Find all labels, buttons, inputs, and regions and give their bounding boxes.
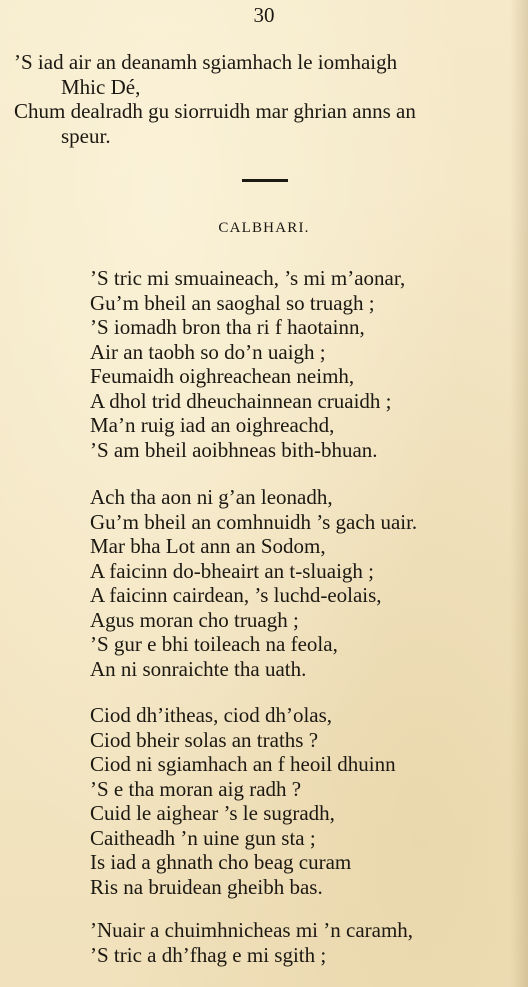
stanza-line: A faicinn do-bheairt an t-sluaigh ; xyxy=(90,558,375,583)
stanza-line: Caitheadh ’n uine gun sta ; xyxy=(90,825,316,850)
stanza-line: ’S am bheil aoibhneas bith-bhuan. xyxy=(90,437,378,462)
closing-verse xyxy=(14,50,416,148)
stanza-line: Cuid le aighear ’s le sugradh, xyxy=(90,801,335,825)
stanza-line: Feumaidh oighreachean neimh, xyxy=(90,364,355,388)
stanza-line: ’S e tha moran aig radh ? xyxy=(90,776,302,801)
stanza-line: Ciod bheir solas an traths ? xyxy=(90,727,319,752)
stanza-line: Agus moran cho truagh ; xyxy=(90,607,299,632)
verse-line: ’S iad air an deanamh sgiamhach le iomhaigh xyxy=(14,50,398,74)
stanza-line: Air an taobh so do’n uaigh ; xyxy=(90,339,326,364)
stanza-line: A faicinn cairdean, ’s luchd-eolais, xyxy=(90,583,382,607)
stanza-line: Is iad a ghnath cho beag curam xyxy=(90,850,352,874)
page-edge-shadow xyxy=(510,0,528,987)
page-number: 30 xyxy=(253,3,275,27)
stanza-line: Gu’m bheil an saoghal so truagh ; xyxy=(90,290,375,315)
stanza-line: ’Nuair a chuimhnicheas mi ’n caramh, xyxy=(90,918,414,942)
stanza-line: Ris na bruidean gheibh bas. xyxy=(90,874,323,899)
stanza-line: ’S iomadh bron tha ri f haotainn, xyxy=(90,315,365,339)
stanza-line: ’S tric mi smuaineach, ’s mi m’aonar, xyxy=(90,266,406,290)
stanza-line: Ach tha aon ni g’an leonadh, xyxy=(90,485,333,509)
stanza-line: Ma’n ruig iad an oighreachd, xyxy=(90,413,335,437)
stanza-line: Gu’m bheil an comhnuidh ’s gach uair. xyxy=(90,509,418,534)
stanza-line: ’S tric a dh’fhag e mi sgith ; xyxy=(90,942,327,967)
verse-line: Chum dealradh gu siorruidh mar ghrian anns an xyxy=(14,99,416,123)
stanza-line: Ciod ni sgiamhach an f heoil dhuinn xyxy=(90,752,396,776)
verse-line: speur. xyxy=(61,123,111,148)
stanza-line: An ni sonraichte tha uath. xyxy=(90,656,307,681)
stanza-line: Mar bha Lot ann an Sodom, xyxy=(90,534,326,558)
stanza-3 xyxy=(90,703,396,899)
stanza-line: Ciod dh’itheas, ciod dh’olas, xyxy=(90,703,333,727)
stanza-2 xyxy=(90,485,417,681)
stanza-line: ’S gur e bhi toileach na feola, xyxy=(90,632,338,656)
stanza-line: A dhol trid dheuchainnean cruaidh ; xyxy=(90,388,392,413)
poem-title: CALBHARI. xyxy=(218,220,310,236)
stanza-4 xyxy=(90,918,413,967)
section-divider-rule xyxy=(242,179,288,182)
verse-line: Mhic Dé, xyxy=(61,74,141,99)
stanza-1 xyxy=(90,266,405,462)
